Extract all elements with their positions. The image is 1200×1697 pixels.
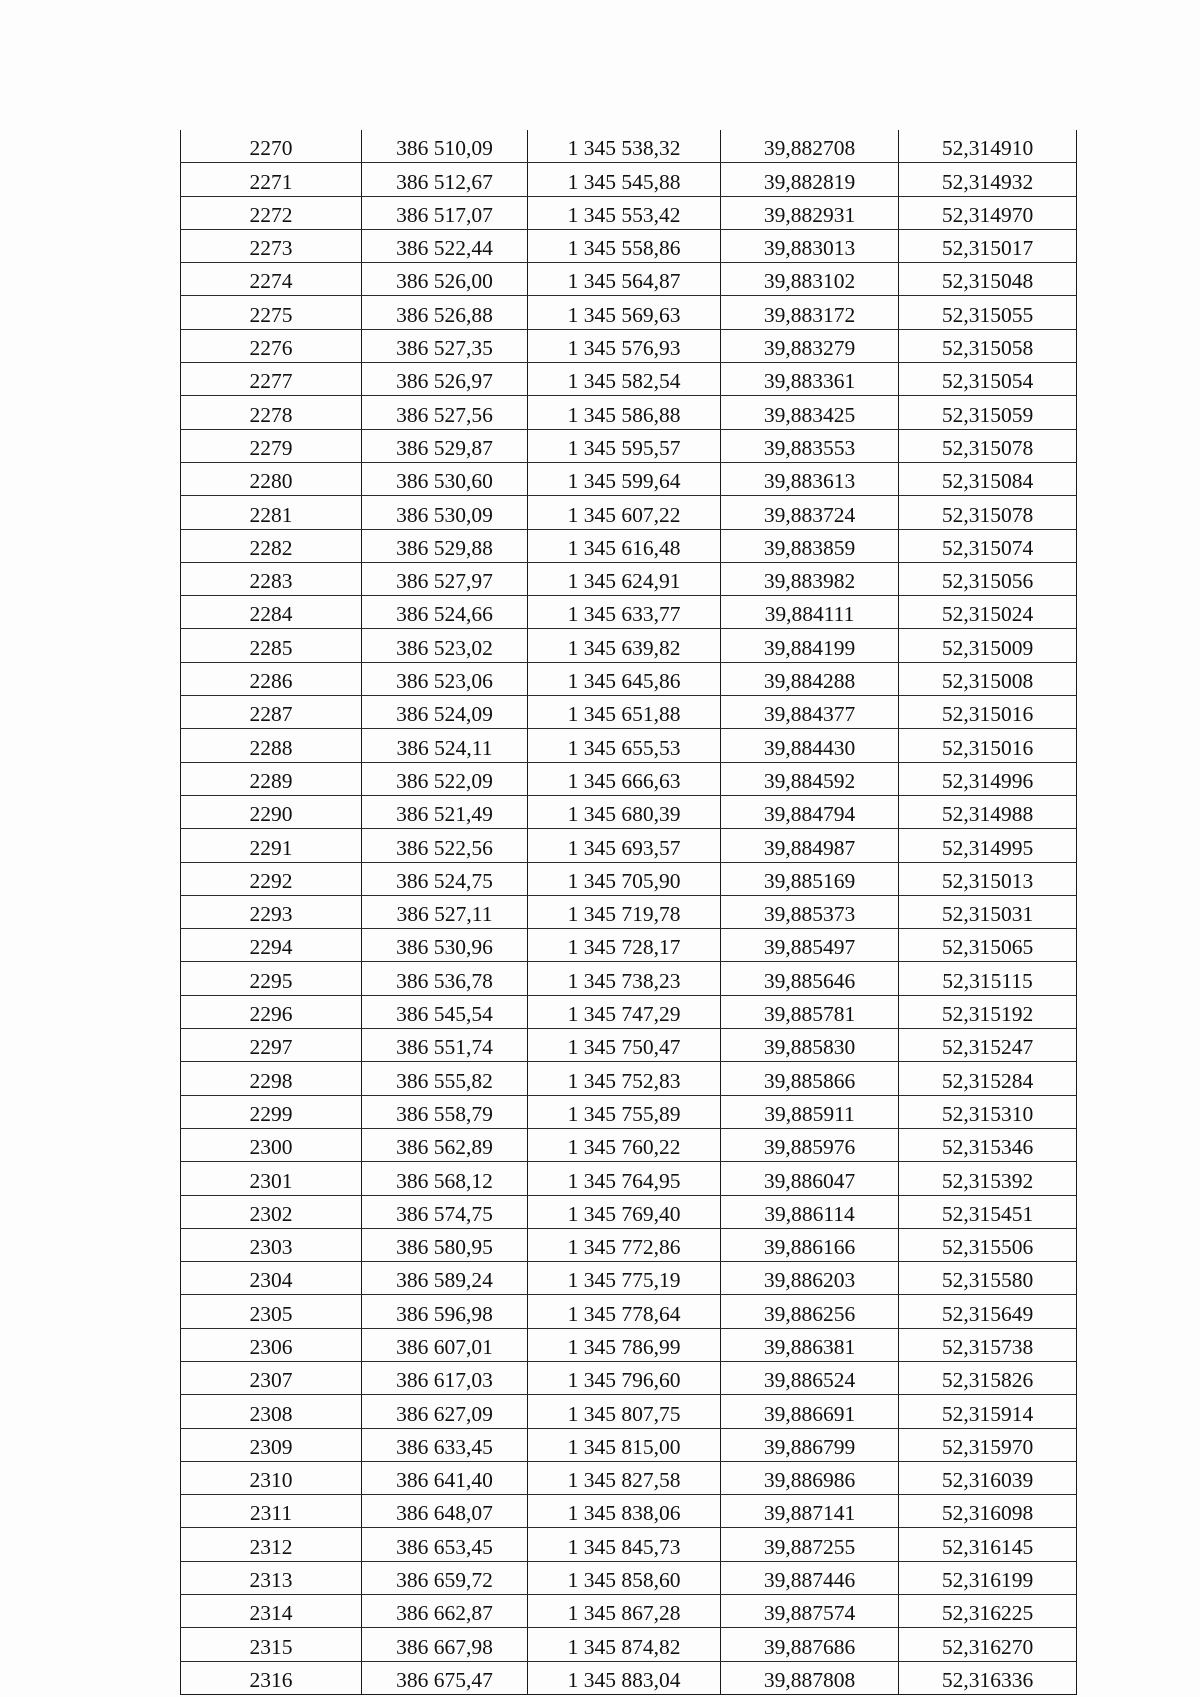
point-number-cell: 2298 [181, 1062, 362, 1095]
point-number-cell: 2297 [181, 1029, 362, 1062]
latitude-cell: 52,315115 [899, 962, 1077, 995]
latitude-cell: 52,314995 [899, 829, 1077, 862]
latitude-cell: 52,314970 [899, 196, 1077, 229]
latitude-cell: 52,315031 [899, 895, 1077, 928]
point-number-cell: 2290 [181, 795, 362, 828]
x-coordinate-cell: 386 627,09 [362, 1395, 528, 1428]
longitude-cell: 39,886047 [721, 1162, 899, 1195]
table-row [181, 696, 1077, 729]
coordinates-table [180, 130, 1077, 1695]
point-number-cell: 2274 [181, 263, 362, 296]
latitude-cell: 52,314996 [899, 762, 1077, 795]
y-coordinate-cell: 1 345 738,23 [528, 962, 721, 995]
point-number-cell: 2270 [181, 130, 362, 163]
x-coordinate-cell: 386 529,87 [362, 429, 528, 462]
point-number-cell: 2303 [181, 1228, 362, 1261]
point-number-cell: 2300 [181, 1128, 362, 1161]
table-row [181, 363, 1077, 396]
x-coordinate-cell: 386 555,82 [362, 1062, 528, 1095]
x-coordinate-cell: 386 648,07 [362, 1495, 528, 1528]
longitude-cell: 39,883724 [721, 496, 899, 529]
point-number-cell: 2309 [181, 1428, 362, 1461]
x-coordinate-cell: 386 527,35 [362, 329, 528, 362]
table-row [181, 795, 1077, 828]
y-coordinate-cell: 1 345 772,86 [528, 1228, 721, 1261]
y-coordinate-cell: 1 345 633,77 [528, 596, 721, 629]
point-number-cell: 2302 [181, 1195, 362, 1228]
y-coordinate-cell: 1 345 775,19 [528, 1262, 721, 1295]
y-coordinate-cell: 1 345 786,99 [528, 1328, 721, 1361]
longitude-cell: 39,883425 [721, 396, 899, 429]
x-coordinate-cell: 386 530,09 [362, 496, 528, 529]
x-coordinate-cell: 386 521,49 [362, 795, 528, 828]
latitude-cell: 52,316199 [899, 1561, 1077, 1594]
y-coordinate-cell: 1 345 599,64 [528, 462, 721, 495]
table-row [181, 130, 1077, 163]
longitude-cell: 39,884199 [721, 629, 899, 662]
latitude-cell: 52,315284 [899, 1062, 1077, 1095]
table-row [181, 762, 1077, 795]
point-number-cell: 2308 [181, 1395, 362, 1428]
y-coordinate-cell: 1 345 595,57 [528, 429, 721, 462]
latitude-cell: 52,315059 [899, 396, 1077, 429]
longitude-cell: 39,886166 [721, 1228, 899, 1261]
longitude-cell: 39,882931 [721, 196, 899, 229]
x-coordinate-cell: 386 522,44 [362, 229, 528, 262]
longitude-cell: 39,886381 [721, 1328, 899, 1361]
longitude-cell: 39,884377 [721, 696, 899, 729]
y-coordinate-cell: 1 345 680,39 [528, 795, 721, 828]
table-row [181, 1228, 1077, 1261]
table-row [181, 829, 1077, 862]
y-coordinate-cell: 1 345 827,58 [528, 1461, 721, 1494]
latitude-cell: 52,316039 [899, 1461, 1077, 1494]
longitude-cell: 39,885866 [721, 1062, 899, 1095]
y-coordinate-cell: 1 345 666,63 [528, 762, 721, 795]
longitude-cell: 39,885781 [721, 995, 899, 1028]
table-row [181, 895, 1077, 928]
point-number-cell: 2292 [181, 862, 362, 895]
table-row [181, 729, 1077, 762]
table-row [181, 929, 1077, 962]
y-coordinate-cell: 1 345 545,88 [528, 163, 721, 196]
longitude-cell: 39,886114 [721, 1195, 899, 1228]
table-row [181, 995, 1077, 1028]
y-coordinate-cell: 1 345 747,29 [528, 995, 721, 1028]
x-coordinate-cell: 386 562,89 [362, 1128, 528, 1161]
y-coordinate-cell: 1 345 796,60 [528, 1361, 721, 1394]
latitude-cell: 52,315310 [899, 1095, 1077, 1128]
longitude-cell: 39,883553 [721, 429, 899, 462]
y-coordinate-cell: 1 345 693,57 [528, 829, 721, 862]
latitude-cell: 52,315008 [899, 662, 1077, 695]
latitude-cell: 52,315078 [899, 496, 1077, 529]
latitude-cell: 52,315054 [899, 363, 1077, 396]
x-coordinate-cell: 386 512,67 [362, 163, 528, 196]
x-coordinate-cell: 386 530,60 [362, 462, 528, 495]
x-coordinate-cell: 386 667,98 [362, 1628, 528, 1661]
x-coordinate-cell: 386 580,95 [362, 1228, 528, 1261]
table-row [181, 529, 1077, 562]
latitude-cell: 52,316336 [899, 1661, 1077, 1694]
table-row [181, 629, 1077, 662]
y-coordinate-cell: 1 345 655,53 [528, 729, 721, 762]
table-row [181, 496, 1077, 529]
latitude-cell: 52,315392 [899, 1162, 1077, 1195]
y-coordinate-cell: 1 345 582,54 [528, 363, 721, 396]
point-number-cell: 2295 [181, 962, 362, 995]
x-coordinate-cell: 386 522,09 [362, 762, 528, 795]
y-coordinate-cell: 1 345 867,28 [528, 1595, 721, 1628]
x-coordinate-cell: 386 526,00 [362, 263, 528, 296]
table-row [181, 1628, 1077, 1661]
table-row [181, 229, 1077, 262]
latitude-cell: 52,314910 [899, 130, 1077, 163]
longitude-cell: 39,885373 [721, 895, 899, 928]
table-row [181, 1062, 1077, 1095]
longitude-cell: 39,883279 [721, 329, 899, 362]
x-coordinate-cell: 386 607,01 [362, 1328, 528, 1361]
y-coordinate-cell: 1 345 538,32 [528, 130, 721, 163]
x-coordinate-cell: 386 558,79 [362, 1095, 528, 1128]
x-coordinate-cell: 386 545,54 [362, 995, 528, 1028]
longitude-cell: 39,886203 [721, 1262, 899, 1295]
point-number-cell: 2278 [181, 396, 362, 429]
table-row [181, 196, 1077, 229]
y-coordinate-cell: 1 345 764,95 [528, 1162, 721, 1195]
latitude-cell: 52,316145 [899, 1528, 1077, 1561]
x-coordinate-cell: 386 659,72 [362, 1561, 528, 1594]
x-coordinate-cell: 386 524,11 [362, 729, 528, 762]
table-row [181, 1095, 1077, 1128]
y-coordinate-cell: 1 345 651,88 [528, 696, 721, 729]
x-coordinate-cell: 386 589,24 [362, 1262, 528, 1295]
x-coordinate-cell: 386 529,88 [362, 529, 528, 562]
point-number-cell: 2273 [181, 229, 362, 262]
point-number-cell: 2289 [181, 762, 362, 795]
x-coordinate-cell: 386 510,09 [362, 130, 528, 163]
longitude-cell: 39,886524 [721, 1361, 899, 1394]
point-number-cell: 2291 [181, 829, 362, 862]
point-number-cell: 2272 [181, 196, 362, 229]
latitude-cell: 52,315649 [899, 1295, 1077, 1328]
x-coordinate-cell: 386 524,09 [362, 696, 528, 729]
longitude-cell: 39,884987 [721, 829, 899, 862]
latitude-cell: 52,316098 [899, 1495, 1077, 1528]
x-coordinate-cell: 386 675,47 [362, 1661, 528, 1694]
y-coordinate-cell: 1 345 616,48 [528, 529, 721, 562]
latitude-cell: 52,315074 [899, 529, 1077, 562]
longitude-cell: 39,885646 [721, 962, 899, 995]
x-coordinate-cell: 386 527,56 [362, 396, 528, 429]
point-number-cell: 2285 [181, 629, 362, 662]
point-number-cell: 2288 [181, 729, 362, 762]
latitude-cell: 52,315580 [899, 1262, 1077, 1295]
y-coordinate-cell: 1 345 705,90 [528, 862, 721, 895]
latitude-cell: 52,315451 [899, 1195, 1077, 1228]
point-number-cell: 2301 [181, 1162, 362, 1195]
x-coordinate-cell: 386 536,78 [362, 962, 528, 995]
latitude-cell: 52,315024 [899, 596, 1077, 629]
table-row [181, 1361, 1077, 1394]
longitude-cell: 39,886986 [721, 1461, 899, 1494]
latitude-cell: 52,315055 [899, 296, 1077, 329]
table-row [181, 662, 1077, 695]
table-row [181, 396, 1077, 429]
latitude-cell: 52,315826 [899, 1361, 1077, 1394]
longitude-cell: 39,887686 [721, 1628, 899, 1661]
latitude-cell: 52,315738 [899, 1328, 1077, 1361]
table-row [181, 862, 1077, 895]
y-coordinate-cell: 1 345 874,82 [528, 1628, 721, 1661]
point-number-cell: 2287 [181, 696, 362, 729]
longitude-cell: 39,885497 [721, 929, 899, 962]
y-coordinate-cell: 1 345 750,47 [528, 1029, 721, 1062]
y-coordinate-cell: 1 345 569,63 [528, 296, 721, 329]
latitude-cell: 52,316225 [899, 1595, 1077, 1628]
point-number-cell: 2283 [181, 562, 362, 595]
x-coordinate-cell: 386 551,74 [362, 1029, 528, 1062]
y-coordinate-cell: 1 345 769,40 [528, 1195, 721, 1228]
point-number-cell: 2280 [181, 462, 362, 495]
longitude-cell: 39,883613 [721, 462, 899, 495]
x-coordinate-cell: 386 524,75 [362, 862, 528, 895]
table-row [181, 163, 1077, 196]
point-number-cell: 2306 [181, 1328, 362, 1361]
point-number-cell: 2276 [181, 329, 362, 362]
latitude-cell: 52,315013 [899, 862, 1077, 895]
y-coordinate-cell: 1 345 719,78 [528, 895, 721, 928]
longitude-cell: 39,887446 [721, 1561, 899, 1594]
longitude-cell: 39,887574 [721, 1595, 899, 1628]
longitude-cell: 39,883982 [721, 562, 899, 595]
latitude-cell: 52,315016 [899, 729, 1077, 762]
table-row [181, 962, 1077, 995]
longitude-cell: 39,883172 [721, 296, 899, 329]
latitude-cell: 52,315065 [899, 929, 1077, 962]
point-number-cell: 2286 [181, 662, 362, 695]
latitude-cell: 52,315247 [899, 1029, 1077, 1062]
table-row [181, 596, 1077, 629]
point-number-cell: 2281 [181, 496, 362, 529]
x-coordinate-cell: 386 526,88 [362, 296, 528, 329]
x-coordinate-cell: 386 523,06 [362, 662, 528, 695]
y-coordinate-cell: 1 345 586,88 [528, 396, 721, 429]
table-row [181, 1528, 1077, 1561]
point-number-cell: 2279 [181, 429, 362, 462]
longitude-cell: 39,883013 [721, 229, 899, 262]
y-coordinate-cell: 1 345 760,22 [528, 1128, 721, 1161]
table-row [181, 1262, 1077, 1295]
longitude-cell: 39,884794 [721, 795, 899, 828]
x-coordinate-cell: 386 633,45 [362, 1428, 528, 1461]
longitude-cell: 39,884592 [721, 762, 899, 795]
x-coordinate-cell: 386 596,98 [362, 1295, 528, 1328]
table-row [181, 263, 1077, 296]
y-coordinate-cell: 1 345 624,91 [528, 562, 721, 595]
coordinates-table-body [181, 130, 1077, 1694]
y-coordinate-cell: 1 345 883,04 [528, 1661, 721, 1694]
x-coordinate-cell: 386 653,45 [362, 1528, 528, 1561]
point-number-cell: 2307 [181, 1361, 362, 1394]
table-row [181, 329, 1077, 362]
longitude-cell: 39,885169 [721, 862, 899, 895]
longitude-cell: 39,885830 [721, 1029, 899, 1062]
longitude-cell: 39,884288 [721, 662, 899, 695]
longitude-cell: 39,886691 [721, 1395, 899, 1428]
y-coordinate-cell: 1 345 645,86 [528, 662, 721, 695]
y-coordinate-cell: 1 345 807,75 [528, 1395, 721, 1428]
latitude-cell: 52,315914 [899, 1395, 1077, 1428]
table-row [181, 1461, 1077, 1494]
table-row [181, 1029, 1077, 1062]
longitude-cell: 39,887808 [721, 1661, 899, 1694]
table-row [181, 1595, 1077, 1628]
latitude-cell: 52,315084 [899, 462, 1077, 495]
point-number-cell: 2315 [181, 1628, 362, 1661]
table-row [181, 1395, 1077, 1428]
y-coordinate-cell: 1 345 752,83 [528, 1062, 721, 1095]
y-coordinate-cell: 1 345 858,60 [528, 1561, 721, 1594]
y-coordinate-cell: 1 345 845,73 [528, 1528, 721, 1561]
table-row [181, 1295, 1077, 1328]
longitude-cell: 39,882819 [721, 163, 899, 196]
x-coordinate-cell: 386 527,11 [362, 895, 528, 928]
longitude-cell: 39,885976 [721, 1128, 899, 1161]
latitude-cell: 52,315058 [899, 329, 1077, 362]
point-number-cell: 2282 [181, 529, 362, 562]
y-coordinate-cell: 1 345 564,87 [528, 263, 721, 296]
point-number-cell: 2313 [181, 1561, 362, 1594]
table-row [181, 1128, 1077, 1161]
point-number-cell: 2275 [181, 296, 362, 329]
latitude-cell: 52,315346 [899, 1128, 1077, 1161]
y-coordinate-cell: 1 345 728,17 [528, 929, 721, 962]
longitude-cell: 39,887255 [721, 1528, 899, 1561]
point-number-cell: 2271 [181, 163, 362, 196]
table-row [181, 429, 1077, 462]
longitude-cell: 39,884430 [721, 729, 899, 762]
point-number-cell: 2304 [181, 1262, 362, 1295]
x-coordinate-cell: 386 517,07 [362, 196, 528, 229]
point-number-cell: 2305 [181, 1295, 362, 1328]
point-number-cell: 2296 [181, 995, 362, 1028]
y-coordinate-cell: 1 345 576,93 [528, 329, 721, 362]
y-coordinate-cell: 1 345 778,64 [528, 1295, 721, 1328]
y-coordinate-cell: 1 345 639,82 [528, 629, 721, 662]
x-coordinate-cell: 386 524,66 [362, 596, 528, 629]
x-coordinate-cell: 386 530,96 [362, 929, 528, 962]
longitude-cell: 39,886799 [721, 1428, 899, 1461]
latitude-cell: 52,315016 [899, 696, 1077, 729]
table-row [181, 462, 1077, 495]
latitude-cell: 52,315192 [899, 995, 1077, 1028]
longitude-cell: 39,883102 [721, 263, 899, 296]
longitude-cell: 39,883859 [721, 529, 899, 562]
table-row [181, 1661, 1077, 1694]
point-number-cell: 2314 [181, 1595, 362, 1628]
table-row [181, 1428, 1077, 1461]
latitude-cell: 52,315056 [899, 562, 1077, 595]
latitude-cell: 52,315506 [899, 1228, 1077, 1261]
y-coordinate-cell: 1 345 558,86 [528, 229, 721, 262]
table-row [181, 1195, 1077, 1228]
x-coordinate-cell: 386 568,12 [362, 1162, 528, 1195]
point-number-cell: 2311 [181, 1495, 362, 1528]
point-number-cell: 2310 [181, 1461, 362, 1494]
point-number-cell: 2293 [181, 895, 362, 928]
latitude-cell: 52,315970 [899, 1428, 1077, 1461]
latitude-cell: 52,315017 [899, 229, 1077, 262]
x-coordinate-cell: 386 641,40 [362, 1461, 528, 1494]
latitude-cell: 52,314988 [899, 795, 1077, 828]
longitude-cell: 39,884111 [721, 596, 899, 629]
x-coordinate-cell: 386 617,03 [362, 1361, 528, 1394]
y-coordinate-cell: 1 345 755,89 [528, 1095, 721, 1128]
x-coordinate-cell: 386 662,87 [362, 1595, 528, 1628]
latitude-cell: 52,315078 [899, 429, 1077, 462]
table-row [181, 1328, 1077, 1361]
x-coordinate-cell: 386 522,56 [362, 829, 528, 862]
latitude-cell: 52,315048 [899, 263, 1077, 296]
longitude-cell: 39,886256 [721, 1295, 899, 1328]
latitude-cell: 52,316270 [899, 1628, 1077, 1661]
x-coordinate-cell: 386 523,02 [362, 629, 528, 662]
latitude-cell: 52,315009 [899, 629, 1077, 662]
x-coordinate-cell: 386 527,97 [362, 562, 528, 595]
longitude-cell: 39,887141 [721, 1495, 899, 1528]
x-coordinate-cell: 386 526,97 [362, 363, 528, 396]
longitude-cell: 39,882708 [721, 130, 899, 163]
x-coordinate-cell: 386 574,75 [362, 1195, 528, 1228]
y-coordinate-cell: 1 345 815,00 [528, 1428, 721, 1461]
y-coordinate-cell: 1 345 607,22 [528, 496, 721, 529]
table-row [181, 562, 1077, 595]
latitude-cell: 52,314932 [899, 163, 1077, 196]
point-number-cell: 2299 [181, 1095, 362, 1128]
point-number-cell: 2316 [181, 1661, 362, 1694]
y-coordinate-cell: 1 345 838,06 [528, 1495, 721, 1528]
table-row [181, 1561, 1077, 1594]
table-row [181, 296, 1077, 329]
point-number-cell: 2294 [181, 929, 362, 962]
point-number-cell: 2277 [181, 363, 362, 396]
y-coordinate-cell: 1 345 553,42 [528, 196, 721, 229]
longitude-cell: 39,885911 [721, 1095, 899, 1128]
table-row [181, 1495, 1077, 1528]
point-number-cell: 2312 [181, 1528, 362, 1561]
longitude-cell: 39,883361 [721, 363, 899, 396]
point-number-cell: 2284 [181, 596, 362, 629]
table-row [181, 1162, 1077, 1195]
